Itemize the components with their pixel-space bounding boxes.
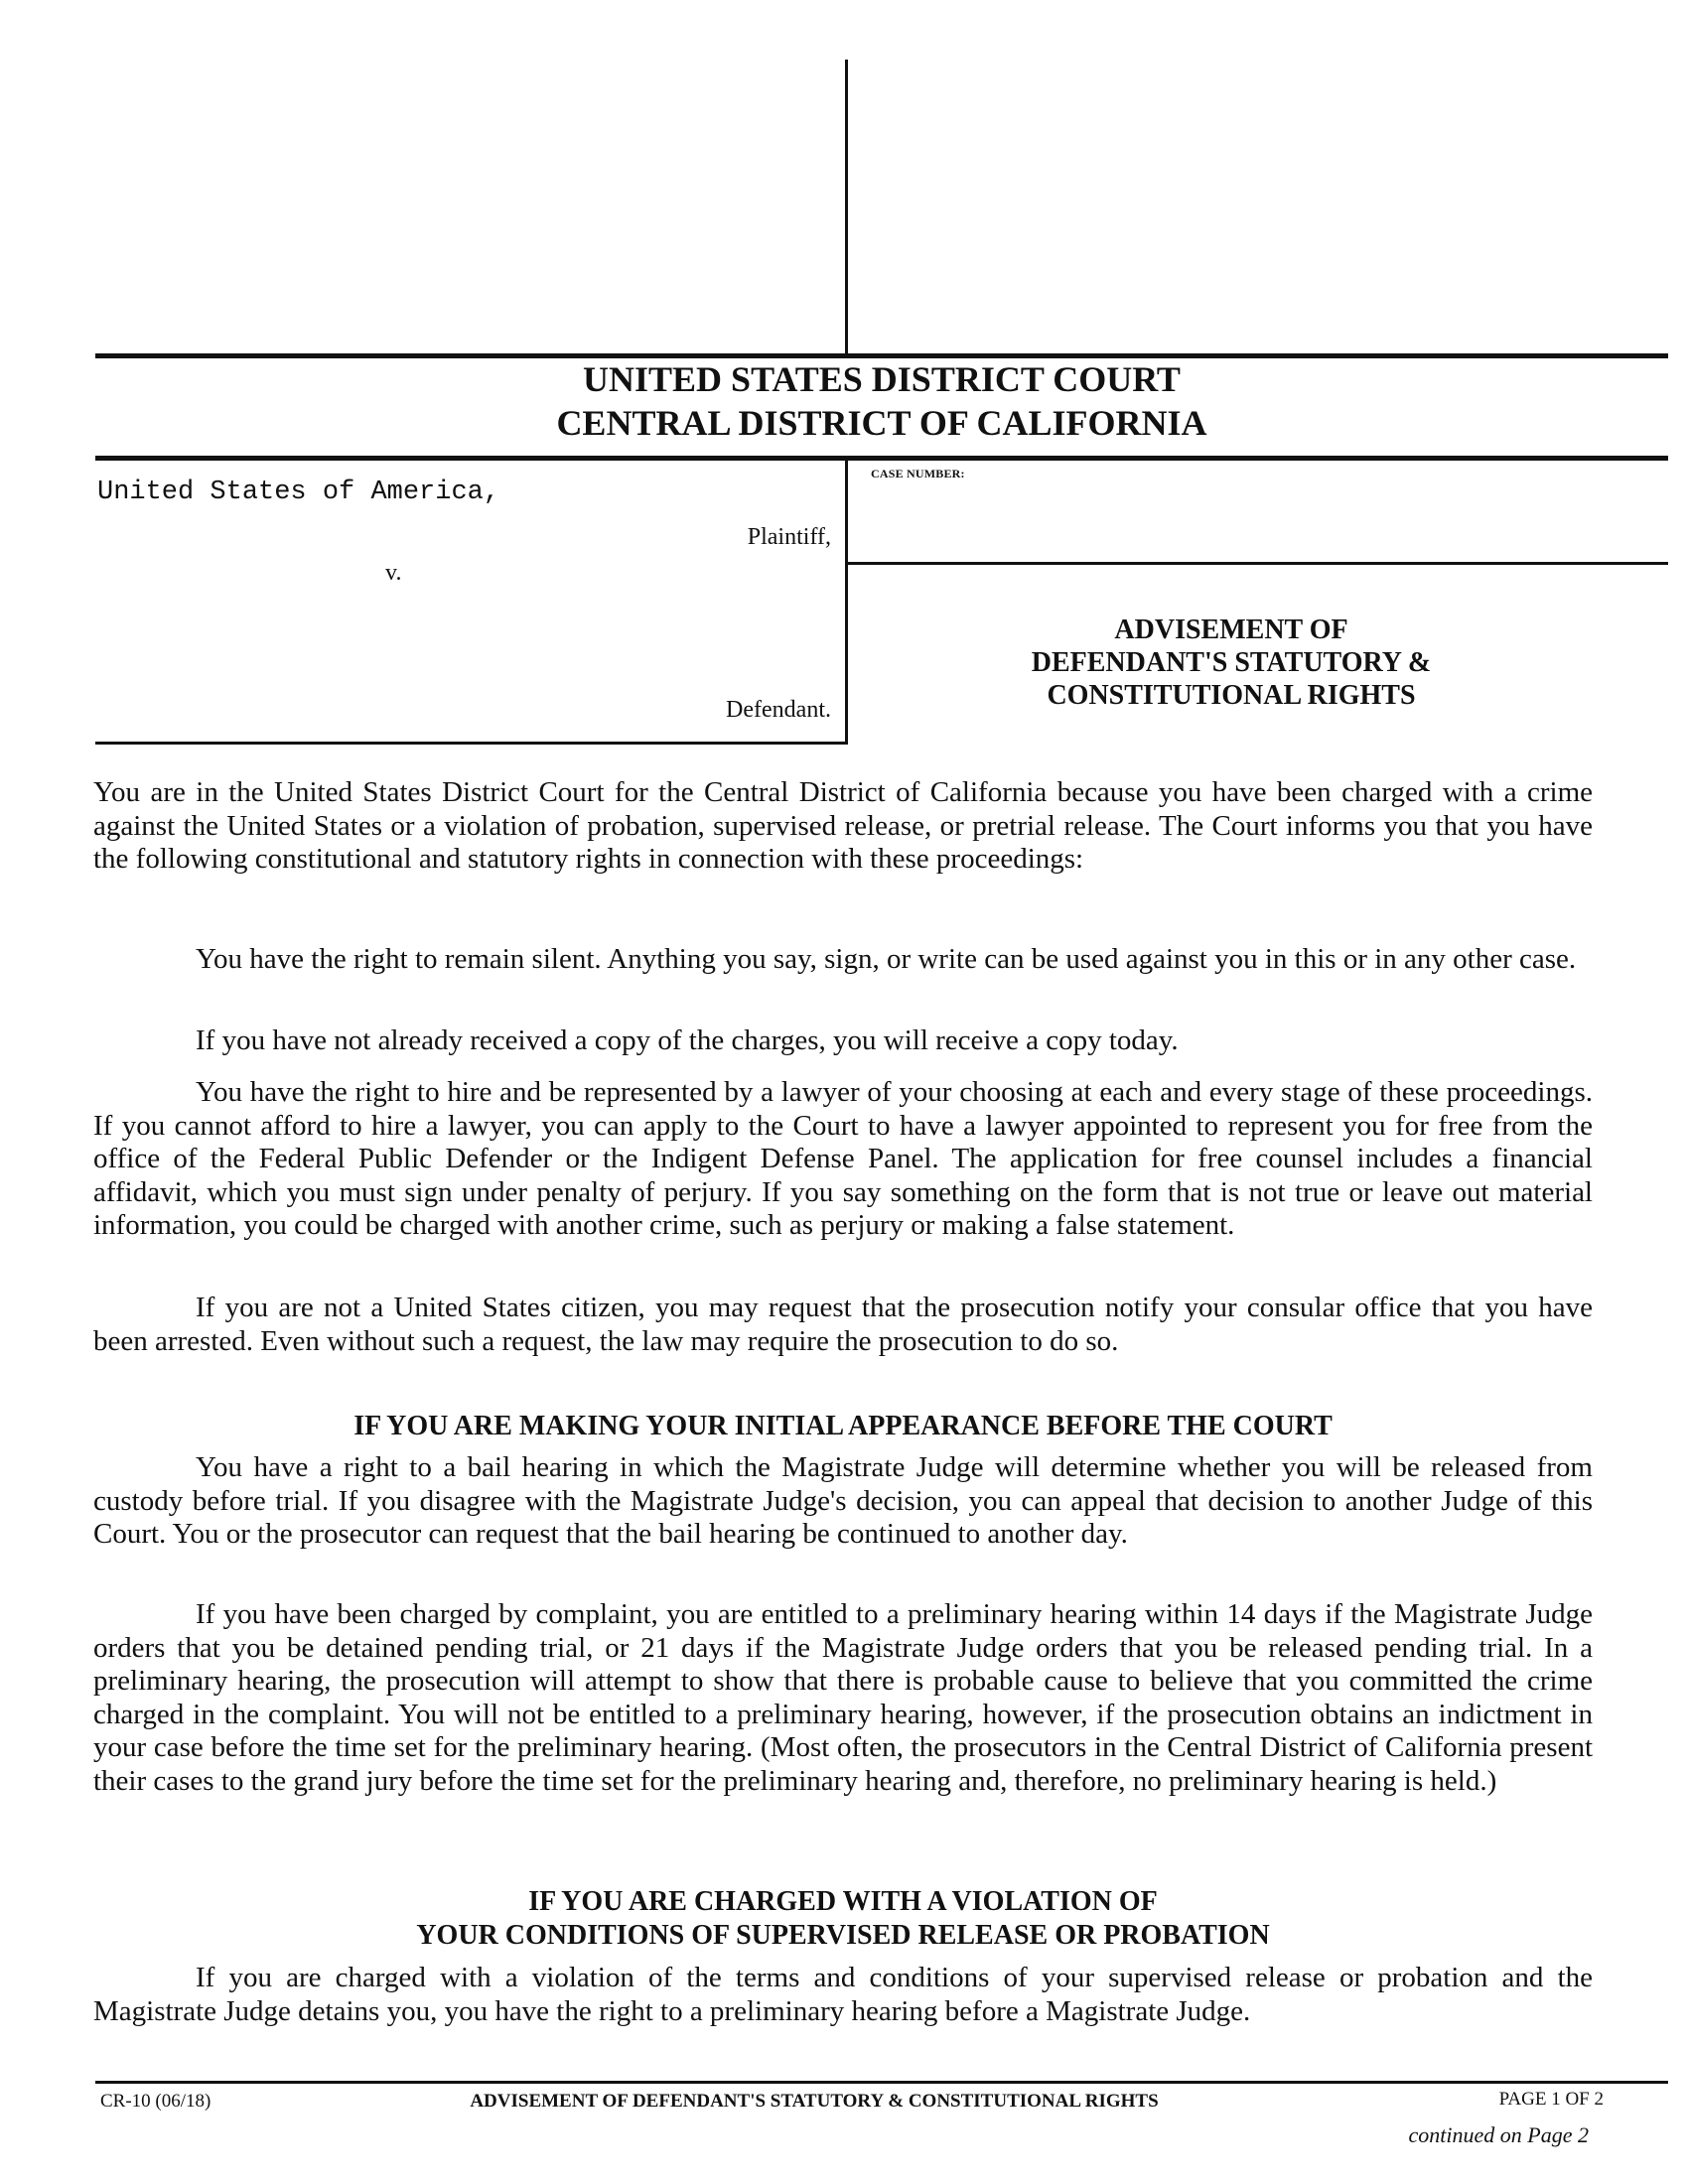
case-number-label: CASE NUMBER: <box>871 467 965 480</box>
plaintiff-label: Plaintiff, <box>747 524 831 550</box>
caption-vertical-divider <box>845 459 848 745</box>
preliminary-text: If you have been charged by complaint, you are entitled to a preliminary hearing within 14 days if the Magistrate Judge orders that you be detained pending trial, or 21 days if the Magistrate Judge orders that you be released pending trial. In a preliminary hearing, the prosecution will attempt to show that there is probable cause to believe that you committed the crime charged in the complaint. You will not be entitled to a preliminary hearing, however, if the prosecution obtains an indictment in your case before the time set for the preliminary hearing. (Most often, the prosecutors in the Central District of California present their cases to the grand jury before the time set for the preliminary hearing and, therefore, no preliminary hearing is held.) <box>93 1598 1593 1797</box>
initial-appearance-heading: IF YOU ARE MAKING YOUR INITIAL APPEARANCE BEFORE THE COURT <box>353 1411 1333 1441</box>
bail-text: You have a right to a bail hearing in which the Magistrate Judge will determine whether you will be released from custody before trial. If you disagree with the Magistrate Judge's decision, you can appeal that decision to another Judge of this Court. You or the prosecutor can request that the bail hearing be continued to another day. <box>93 1451 1593 1550</box>
bail-paragraph <box>93 1451 1593 1552</box>
right-silent-text: You have the right to remain silent. Anything you say, sign, or write can be used against you in this or in any other case. <box>196 943 1577 975</box>
versus-label: v. <box>385 560 402 586</box>
copy-charges-text: If you have not already received a copy of the charges, you will receive a copy today. <box>196 1024 1179 1056</box>
plaintiff-name: United States of America, <box>97 478 500 507</box>
document-title-line2: DEFENDANT'S STATUTORY & <box>1031 647 1432 678</box>
court-name <box>95 357 1668 445</box>
document-title <box>849 614 1614 712</box>
document-title-line1: ADVISEMENT OF <box>1114 614 1348 645</box>
footer-title: ADVISEMENT OF DEFENDANT'S STATUTORY & CONSTITUTIONAL RIGHTS <box>470 2091 1159 2112</box>
court-name-line1: UNITED STATES DISTRICT COURT <box>583 359 1181 399</box>
consular-paragraph <box>93 1292 1593 1358</box>
right-silent-paragraph <box>93 943 1593 977</box>
footer-rule <box>95 2081 1668 2084</box>
page-number: PAGE 1 OF 2 <box>1498 2089 1604 2110</box>
continued-note: continued on Page 2 <box>1408 2122 1589 2147</box>
violation-heading-line1: IF YOU ARE CHARGED WITH A VIOLATION OF <box>528 1886 1158 1917</box>
violation-heading-line2: YOUR CONDITIONS OF SUPERVISED RELEASE OR PROBATION <box>416 1920 1270 1951</box>
violation-text: If you are charged with a violation of the terms and conditions of your supervised release or probation and the Magistrate Judge detains you, you have the right to a preliminary hearing before a Magistrate Judge. <box>93 1962 1593 2027</box>
preliminary-paragraph <box>93 1598 1593 1798</box>
consular-text: If you are not a United States citizen, you may request that the prosecution notify your consular office that you have been arrested. Even without such a request, the law may require the prosecution to do so. <box>93 1292 1593 1357</box>
defendant-label: Defendant. <box>726 697 831 723</box>
copy-charges-paragraph <box>93 1024 1593 1058</box>
court-name-line2: CENTRAL DISTRICT OF CALIFORNIA <box>556 403 1207 443</box>
intro-text: You are in the United States District Court for the Central District of California because you have been charged with a crime against the United States or a violation of probation, supervised release, or pretrial release. The Court informs you that you have the following constitutional and statutory rights in connection with these proceedings: <box>93 776 1593 875</box>
case-number-field[interactable] <box>864 486 1658 556</box>
document-title-line3: CONSTITUTIONAL RIGHTS <box>1047 680 1416 711</box>
case-number-rule <box>846 562 1668 565</box>
violation-paragraph <box>93 1962 1593 2028</box>
right-lawyer-paragraph <box>93 1076 1593 1243</box>
violation-heading <box>93 1885 1593 1953</box>
form-id: CR-10 (06/18) <box>100 2091 211 2112</box>
header-bottom-rule <box>95 456 1668 461</box>
top-vertical-divider <box>845 60 848 355</box>
right-lawyer-text: You have the right to hire and be represented by a lawyer of your choosing at each and every stage of these proceedings. If you cannot afford to hire a lawyer, you can apply to the Court to have a lawyer appointed to represent you for free from the office of the Federal Public Defender or the Indigent Defense Panel. The application for free counsel includes a financial affidavit, which you must sign under penalty of perjury. If you say something on the form that is not true or leave out material information, you could be charged with another crime, such as perjury or making a false statement. <box>93 1076 1593 1241</box>
intro-paragraph <box>93 776 1593 877</box>
caption-bottom-rule <box>95 742 847 745</box>
